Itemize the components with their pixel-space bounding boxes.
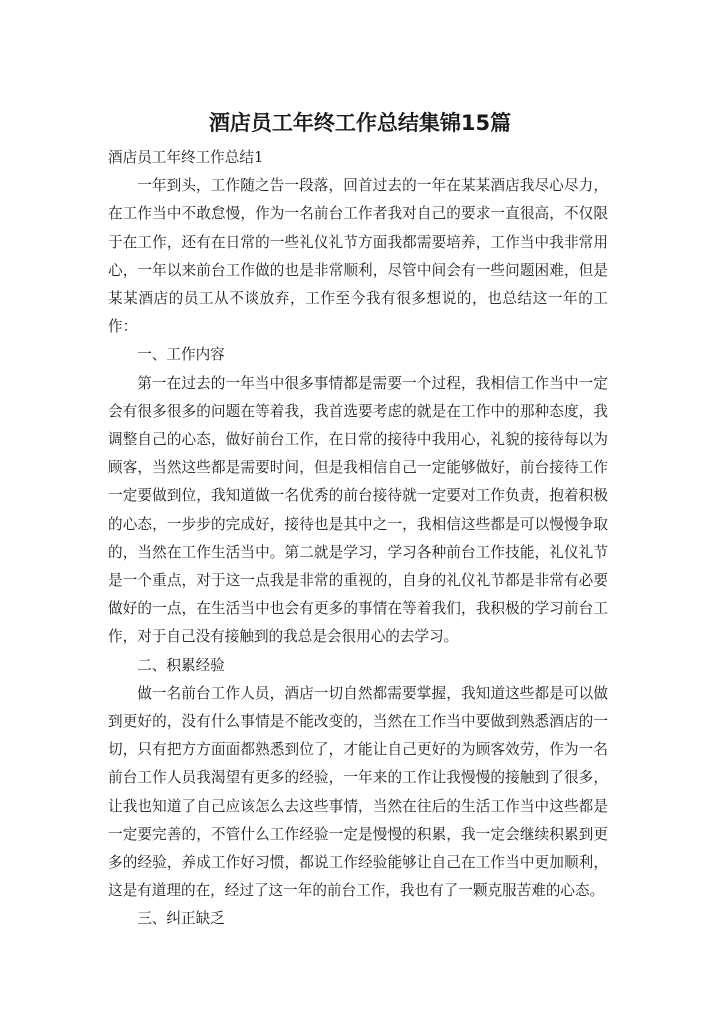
document-body: [108, 144, 608, 934]
experience-paragraph: 做一名前台工作人员，酒店一切自然都需要掌握，我知道这些都是可以做到更好的，没有什么事情是不能改变的，当然在工作当中要做到熟悉酒店的一切，只有把方方面面都熟悉到位了，才能让自己更好的为顾客效劳，作为一名前台工作人员我渴望有更多的经验，一年来的工作让我慢慢的接触到了很多，让我也知道了自己应该怎么去这些事情，当然在往后的生活工作当中这些都是一定要完善的，不管什么工作经验一定是慢慢的积累，我一定会继续积累到更多的经验，养成工作好习惯，都说工作经验能够让自己在工作当中更加顺利，这是有道理的在，经过了这一年的前台工作，我也有了一颗克服苦难的心态。: [108, 684, 608, 900]
work-content-paragraph: 第一在过去的一年当中很多事情都是需要一个过程，我相信工作当中一定会有很多很多的问题在等着我，我首选要考虑的就是在工作中的那种态度，我调整自己的心态，做好前台工作，在日常的接待中我用心，礼貌的接待每以为顾客，当然这些都是需要时间，但是我相信自己一定能够做好，前台接待工作一定要做到位，我知道做一名优秀的前台接待就一定要对工作负责，抱着积极的心态，一步步的完成好，接待也是其中之一，我相信这些都是可以慢慢争取的，当然在工作生活当中。第二就是学习，学习各种前台工作技能，礼仪礼节是一个重点，对于这一点我是非常的重视的，自身的礼仪礼节都是非常有必要做好的一点，在生活当中也会有更多的事情在等着我们，我积极的学习前台工作，对于自己没有接触到的我总是会很用心的去学习。: [108, 374, 608, 646]
section-subtitle: 酒店员工年终工作总结1: [108, 149, 264, 166]
intro-paragraph: 一年到头，工作随之告一段落，回首过去的一年在某某酒店我尽心尽力，在工作当中不敢怠慢，作为一名前台工作者我对自己的要求一直很高，不仅限于在工作，还有在日常的一些礼仪礼节方面我都需要培养，工作当中我非常用心，一年以来前台工作做的也是非常顺利，尽管中间会有一些问题困难，但是某某酒店的员工从不谈放弃，工作至今我有很多想说的，也总结这一年的工作：: [108, 177, 608, 336]
document-title: 酒店员工年终工作总结集锦15篇: [208, 111, 512, 135]
heading-work-content: 一、工作内容: [137, 346, 225, 364]
heading-correct-shortcomings: 三、纠正缺乏: [137, 910, 225, 928]
heading-accumulate-experience: 二、积累经验: [137, 656, 225, 674]
